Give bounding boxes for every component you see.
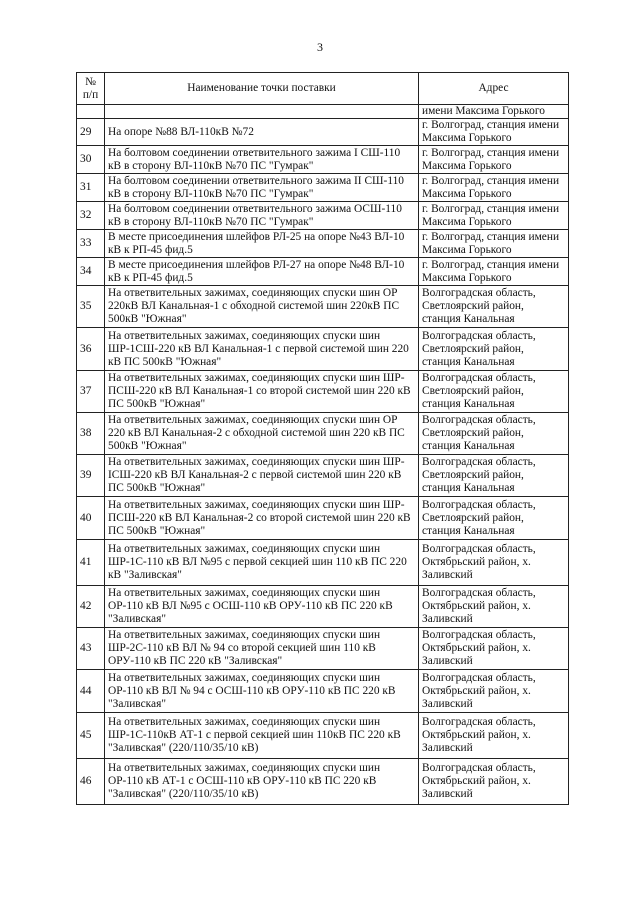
delivery-point-name: В месте присоединения шлейфов РЛ-25 на опоре №43 ВЛ-10 кВ к РП-45 фид.5: [105, 230, 419, 258]
row-number: 32: [77, 202, 105, 230]
row-number: 39: [77, 455, 105, 497]
table-row: [77, 586, 569, 628]
delivery-point-address: г. Волгоград, станция имени Максима Горького: [419, 202, 569, 230]
delivery-point-address: Волгоградская область, Октябрьский район, х. Заливский: [419, 670, 569, 713]
delivery-point-address: Волгоградская область, Светлоярский район, станция Канальная: [419, 286, 569, 328]
delivery-point-address: г. Волгоград, станция имени Максима Горького: [419, 146, 569, 174]
delivery-point-address: г. Волгоград, станция имени Максима Горького: [419, 258, 569, 286]
table-row: [77, 230, 569, 258]
row-number: 37: [77, 371, 105, 413]
delivery-point-name: На болтовом соединении ответвительного зажима I СШ-110 кВ в сторону ВЛ-110кВ №70 ПС "Гумрак": [105, 146, 419, 174]
table-row: [77, 258, 569, 286]
row-number: 33: [77, 230, 105, 258]
table-row: [77, 413, 569, 455]
delivery-point-address: Волгоградская область, Светлоярский район, станция Канальная: [419, 328, 569, 371]
delivery-point-address: Волгоградская область, Светлоярский район, станция Канальная: [419, 371, 569, 413]
table-row: [77, 759, 569, 805]
table-row: [77, 540, 569, 586]
delivery-point-name: На ответвительных зажимах, соединяющих спуски шин ШР-ПСШ-220 кВ ВЛ Канальная-1 со второй системой шин 220 кВ ПС 500кВ "Южная": [105, 371, 419, 413]
row-number: 42: [77, 586, 105, 628]
header-num: № п/п: [77, 73, 105, 105]
row-number: 35: [77, 286, 105, 328]
delivery-point-address: Волгоградская область, Светлоярский район, станция Канальная: [419, 497, 569, 540]
delivery-point-name: На ответвительных зажимах, соединяющих спуски шин ОР-110 кВ ВЛ № 94 с ОСШ-110 кВ ОРУ-110 кВ ПС 220 кВ "Заливская": [105, 670, 419, 713]
row-number: 38: [77, 413, 105, 455]
table-row: [77, 455, 569, 497]
table-row: [77, 119, 569, 146]
page-number: 3: [317, 40, 323, 54]
row-number: 30: [77, 146, 105, 174]
delivery-point-name: На ответвительных зажимах, соединяющих спуски шин ОР-110 кВ АТ-1 с ОСШ-110 кВ ОРУ-110 кВ ПС 220 кВ "Заливская" (220/110/35/10 кВ): [105, 759, 419, 805]
delivery-point-address: г. Волгоград, станция имени Максима Горького: [419, 174, 569, 202]
table-row: [77, 371, 569, 413]
header-name: Наименование точки поставки: [105, 73, 419, 105]
delivery-point-address: Волгоградская область, Светлоярский район, станция Канальная: [419, 413, 569, 455]
delivery-point-name: На ответвительных зажимах, соединяющих спуски шин ШР-2С-110 кВ ВЛ № 94 со второй секцией шин 110 кВ ОРУ-110 кВ ПС 220 кВ "Заливская": [105, 628, 419, 670]
continuation-name: [105, 105, 419, 119]
table-row: [77, 713, 569, 759]
delivery-point-name: На ответвительных зажимах, соединяющих спуски шин ШР-1С-110 кВ ВЛ №95 с первой секцией шин 110 кВ ПС 220 кВ "Заливская": [105, 540, 419, 586]
delivery-point-name: На болтовом соединении ответвительного зажима ОСШ-110 кВ в сторону ВЛ-110кВ №70 ПС "Гумрак": [105, 202, 419, 230]
row-number: 44: [77, 670, 105, 713]
delivery-point-address: Волгоградская область, Октябрьский район, х. Заливский: [419, 628, 569, 670]
row-number: 34: [77, 258, 105, 286]
header-address: Адрес: [419, 73, 569, 105]
delivery-point-address: г. Волгоград, станция имени Максима Горького: [419, 230, 569, 258]
table-row: [77, 202, 569, 230]
delivery-point-name: В месте присоединения шлейфов РЛ-27 на опоре №48 ВЛ-10 кВ к РП-45 фид.5: [105, 258, 419, 286]
table-header-row: [77, 73, 569, 105]
delivery-point-address: Волгоградская область, Октябрьский район, х. Заливский: [419, 586, 569, 628]
delivery-point-address: г. Волгоград, станция имени Максима Горького: [419, 119, 569, 146]
delivery-points-table: [76, 72, 569, 805]
row-number: 31: [77, 174, 105, 202]
continuation-row: [77, 105, 569, 119]
row-number: 46: [77, 759, 105, 805]
row-number: 40: [77, 497, 105, 540]
table-row: [77, 286, 569, 328]
delivery-point-name: На ответвительных зажимах, соединяющих спуски шин ШР-ІСШ-220 кВ ВЛ Канальная-2 с первой системой шин 220 кВ ПС 500кВ "Южная": [105, 455, 419, 497]
delivery-point-name: На ответвительных зажимах, соединяющих спуски шин ОР 220кВ ВЛ Канальная-1 с обходной системой шин 220кВ ПС 500кВ "Южная": [105, 286, 419, 328]
row-number: 36: [77, 328, 105, 371]
delivery-point-name: На ответвительных зажимах, соединяющих спуски шин ШР-1СШ-220 кВ ВЛ Канальная-1 с первой системой шин 220 кВ ПС 500кВ "Южная": [105, 328, 419, 371]
row-number: 29: [77, 119, 105, 146]
delivery-point-address: Волгоградская область, Светлоярский район, станция Канальная: [419, 455, 569, 497]
delivery-point-name: На опоре №88 ВЛ-110кВ №72: [105, 119, 419, 146]
table-row: [77, 628, 569, 670]
delivery-point-name: На ответвительных зажимах, соединяющих спуски шин ШР-1С-110кВ АТ-1 с первой секцией шин 110кВ ПС 220 кВ "Заливская" (220/110/35/10 кВ): [105, 713, 419, 759]
row-number: 45: [77, 713, 105, 759]
row-number: 41: [77, 540, 105, 586]
table-row: [77, 174, 569, 202]
table-row: [77, 328, 569, 371]
continuation-address: имени Максима Горького: [419, 105, 569, 119]
table-row: [77, 146, 569, 174]
delivery-point-name: На болтовом соединении ответвительного зажима II СШ-110 кВ в сторону ВЛ-110кВ №70 ПС "Гумрак": [105, 174, 419, 202]
row-number: 43: [77, 628, 105, 670]
delivery-point-address: Волгоградская область, Октябрьский район, х. Заливский: [419, 759, 569, 805]
delivery-point-name: На ответвительных зажимах, соединяющих спуски шин ОР 220 кВ ВЛ Канальная-2 с обходной системой шин 220 кВ ПС 500кВ "Южная": [105, 413, 419, 455]
delivery-point-name: На ответвительных зажимах, соединяющих спуски шин ОР-110 кВ ВЛ №95 с ОСШ-110 кВ ОРУ-110 кВ ПС 220 кВ "Заливская": [105, 586, 419, 628]
continuation-num: [77, 105, 105, 119]
table-row: [77, 670, 569, 713]
delivery-point-name: На ответвительных зажимах, соединяющих спуски шин ШР-ПСШ-220 кВ ВЛ Канальная-2 со второй системой шин 220 кВ ПС 500кВ "Южная": [105, 497, 419, 540]
delivery-point-address: Волгоградская область, Октябрьский район, х. Заливский: [419, 540, 569, 586]
table-row: [77, 497, 569, 540]
delivery-point-address: Волгоградская область, Октябрьский район, х. Заливский: [419, 713, 569, 759]
